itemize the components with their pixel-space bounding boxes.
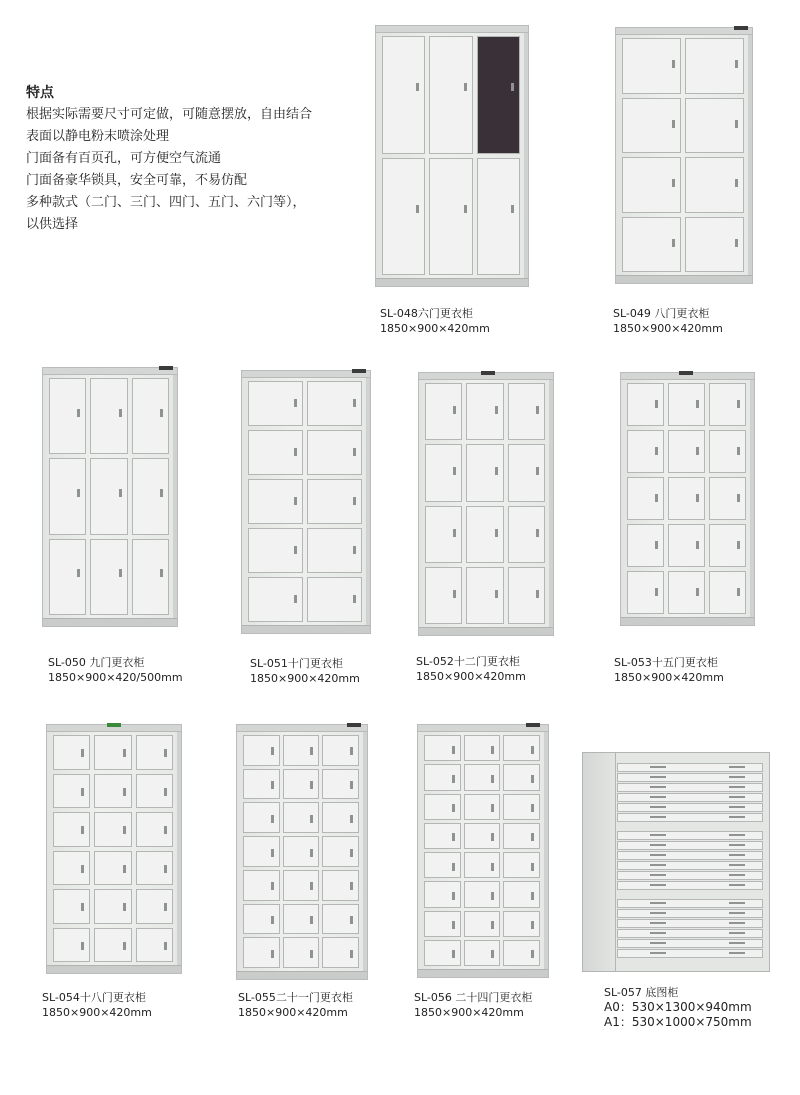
cabinet-image-sl-052 bbox=[418, 372, 554, 636]
product-caption-sl-050 bbox=[48, 655, 183, 685]
cabinet-image-sl-057 bbox=[582, 752, 770, 972]
features-heading: 特点 bbox=[26, 85, 54, 101]
feature-line: 门面备豪华锁具，安全可靠，不易仿配 bbox=[26, 173, 248, 188]
product-dimensions: 1850×900×420mm bbox=[416, 670, 526, 683]
product-caption-sl-057 bbox=[604, 985, 752, 1030]
product-model: SL-048六门更衣柜 bbox=[380, 307, 473, 320]
product-dimensions: A0：530×1300×940mm bbox=[604, 1000, 752, 1014]
features-section bbox=[26, 82, 366, 236]
product-dimensions: 1850×900×420mm bbox=[250, 672, 360, 685]
cabinet-image-sl-049 bbox=[615, 27, 753, 284]
product-dimensions: 1850×900×420mm bbox=[238, 1006, 348, 1019]
cabinet-image-sl-051 bbox=[241, 370, 371, 634]
product-caption-sl-053 bbox=[614, 655, 724, 685]
product-dimensions: 1850×900×420/500mm bbox=[48, 671, 183, 684]
feature-line: 多种款式（二门、三门、四门、五门、六门等）， bbox=[26, 195, 306, 210]
product-dimensions: 1850×900×420mm bbox=[380, 322, 490, 335]
cabinet-image-sl-055 bbox=[236, 724, 368, 980]
product-caption-sl-055 bbox=[238, 990, 353, 1020]
cabinet-image-sl-048 bbox=[375, 25, 529, 287]
cabinet-image-sl-054 bbox=[46, 724, 182, 974]
product-dimensions: 1850×900×420mm bbox=[42, 1006, 152, 1019]
product-model: SL-056 二十四门更衣柜 bbox=[414, 991, 533, 1004]
product-caption-sl-048 bbox=[380, 306, 490, 336]
product-model: SL-052十二门更衣柜 bbox=[416, 655, 520, 668]
product-model: SL-055二十一门更衣柜 bbox=[238, 991, 353, 1004]
feature-line: 以供选择 bbox=[26, 217, 79, 232]
product-caption-sl-052 bbox=[416, 654, 526, 684]
product-model: SL-051十门更衣柜 bbox=[250, 657, 343, 670]
feature-line: 门面备有百页孔，可方便空气流通 bbox=[26, 151, 222, 166]
product-model: SL-049 八门更衣柜 bbox=[613, 307, 710, 320]
cabinet-image-sl-056 bbox=[417, 724, 549, 978]
product-caption-sl-056 bbox=[414, 990, 532, 1020]
product-caption-sl-049 bbox=[613, 306, 723, 336]
cabinet-image-sl-053 bbox=[620, 372, 755, 626]
feature-line: 表面以静电粉末喷涂处理 bbox=[26, 129, 170, 144]
product-dimensions: 1850×900×420mm bbox=[614, 671, 724, 684]
product-model: SL-053十五门更衣柜 bbox=[614, 656, 718, 669]
feature-line: 根据实际需要尺寸可定做，可随意摆放，自由结合 bbox=[26, 107, 313, 122]
product-caption-sl-054 bbox=[42, 990, 152, 1020]
product-dimensions: 1850×900×420mm bbox=[414, 1006, 524, 1019]
product-model: SL-054十八门更衣柜 bbox=[42, 991, 146, 1004]
product-model: SL-057 底图柜 bbox=[604, 986, 679, 999]
product-dimensions: 1850×900×420mm bbox=[613, 322, 723, 335]
product-model: SL-050 九门更衣柜 bbox=[48, 656, 145, 669]
product-dimensions-secondary: A1：530×1000×750mm bbox=[604, 1015, 752, 1029]
product-caption-sl-051 bbox=[250, 656, 360, 686]
cabinet-image-sl-050 bbox=[42, 367, 178, 627]
